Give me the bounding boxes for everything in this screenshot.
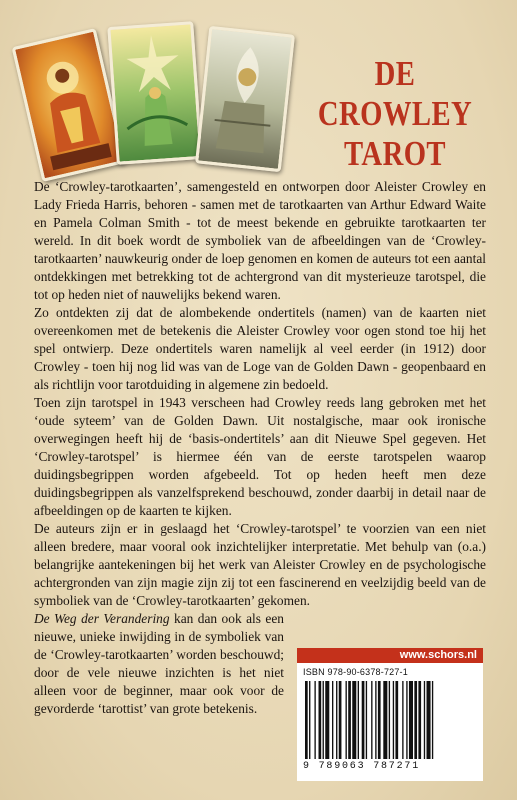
barcode-icon: [303, 681, 475, 761]
blurb-paragraph-5-rest: nieuwe, unieke inwijding in de symboliek van de ‘Crowley-tarotkaarten’ worden beschouwd; door de vele nieuwe inzichten is het niet alleen voor de beginner, maar ook voor de gevorderde ‘tarottist’ van grote betekenis.: [34, 629, 284, 716]
barcode-bar: [323, 681, 324, 759]
barcode-bar: [432, 681, 433, 759]
barcode-digits: 9 789063 787271: [303, 761, 421, 772]
barcode-bar: [395, 681, 398, 759]
barcode-panel: [297, 663, 483, 781]
barcode-bar: [406, 681, 407, 759]
isbn-number: ISBN 978-90-6378-727-1: [303, 667, 408, 677]
barcode-bar: [319, 681, 322, 759]
barcode-bar: [352, 681, 356, 759]
barcode-bar: [371, 681, 372, 759]
barcode-bar: [314, 681, 315, 759]
barcode-bar: [362, 681, 365, 759]
book-title-line-1: DE CROWLEY: [317, 54, 473, 133]
barcode-bar: [393, 681, 394, 759]
blurb-paragraph-5-start: kan dan ook als een: [169, 611, 284, 626]
barcode-bar: [336, 681, 337, 759]
barcode-bar: [402, 681, 403, 759]
book-title: [290, 54, 500, 174]
tarot-card-aeon: [195, 26, 295, 172]
barcode-bar: [339, 681, 342, 759]
barcode-bar: [427, 681, 431, 759]
barcode-bar: [325, 681, 329, 759]
blurb-text: [34, 178, 486, 718]
barcode-bar: [418, 681, 421, 759]
barcode-bar: [409, 681, 413, 759]
barcode-bar: [358, 681, 359, 759]
blurb-paragraph-1: De ‘Crowley-tarotkaarten’, samengesteld en ontworpen door Aleister Crowley en Lady Frieda Harris, behoren - samen met de tarotkaarten van Arthur Edward Waite en Pamela Colman Smith - tot de meest bekende en gebruikte tarotkaarten ter wereld. In dit boek wordt de symboliek van de afbeeldingen van de ‘Crowley-tarotkaarten’ nauwkeurig onder de loep genomen en komen de auteurs tot een aantal ontdekkingen met betrekking tot de achtergrond van dit mysterieuze tarotspel, die tot op heden niet of nauwelijks bekend waren.: [34, 179, 486, 302]
book-title-line-2: TAROT: [344, 134, 446, 173]
barcode-bar: [378, 681, 381, 759]
publisher-badge: [297, 648, 483, 781]
barcode-bar: [346, 681, 347, 759]
barcode-bar: [348, 681, 351, 759]
tarot-card-star: [107, 21, 202, 165]
barcode-bar: [375, 681, 376, 759]
blurb-paragraph-4: De auteurs zijn er in geslaagd het ‘Crowley-tarotspel’ te voorzien van een niet alleen bredere, maar vooral ook inzichtelijker interpretatie. Met behulp van (o.a.) belangrijke aantekeningen bij het werk van Aleister Crowley en de psychologische achtergronden van zijn magie zijn zij tot een fascinerend en veelzijdig beeld van de symboliek van de ‘Crowley-tarotkaarten’ gekomen.: [34, 521, 486, 608]
barcode-bar: [383, 681, 387, 759]
barcode-bar: [389, 681, 390, 759]
barcode-bar: [309, 681, 310, 759]
barcode-bar: [332, 681, 333, 759]
barcode-bar: [424, 681, 425, 759]
barcode-bar: [305, 681, 308, 759]
tarot-cards-illustration: [20, 18, 280, 168]
barcode-bar: [414, 681, 417, 759]
barcode-bar: [366, 681, 367, 759]
blurb-paragraph-5: [34, 610, 284, 718]
book-subtitle-italic: De Weg der Verandering: [34, 611, 170, 626]
blurb-paragraph-3: Toen zijn tarotspel in 1943 verscheen had Crowley reeds lang gebroken met het ‘oude syteem’ van de Golden Dawn. Uit nostalgische, maar ook ironische overwegingen heeft hij de ‘basis-ondertitels’ aan dit Nieuwe Spel gegeven. Het ‘Crowley-tarotspel’ is hiermee één van de eerste tarotspelen waarop duidingsbegrippen worden afgebeeld. Tot op heden heeft men deze duidingsbegrippen als vanzelfsprekend beschouwd, zonder daarbij in detail naar de afbeeldingen op de kaarten te kijken.: [34, 395, 486, 518]
publisher-url[interactable]: www.schors.nl: [297, 648, 483, 663]
blurb-paragraph-2: Zo ontdekten zij dat de alombekende ondertitels (namen) van de kaarten niet overeenkomen met de betekenis die Aleister Crowley voor ogen stond toe hij het spel ontwierp. Deze ondertitels waren namelijk al veel eerder (in 1912) door Crowley - toen hij nog lid was van de Loge van de Golden Dawn - geopenbaard en als richtlijn voor tarotduiding in algemene zin bedoeld.: [34, 305, 486, 392]
